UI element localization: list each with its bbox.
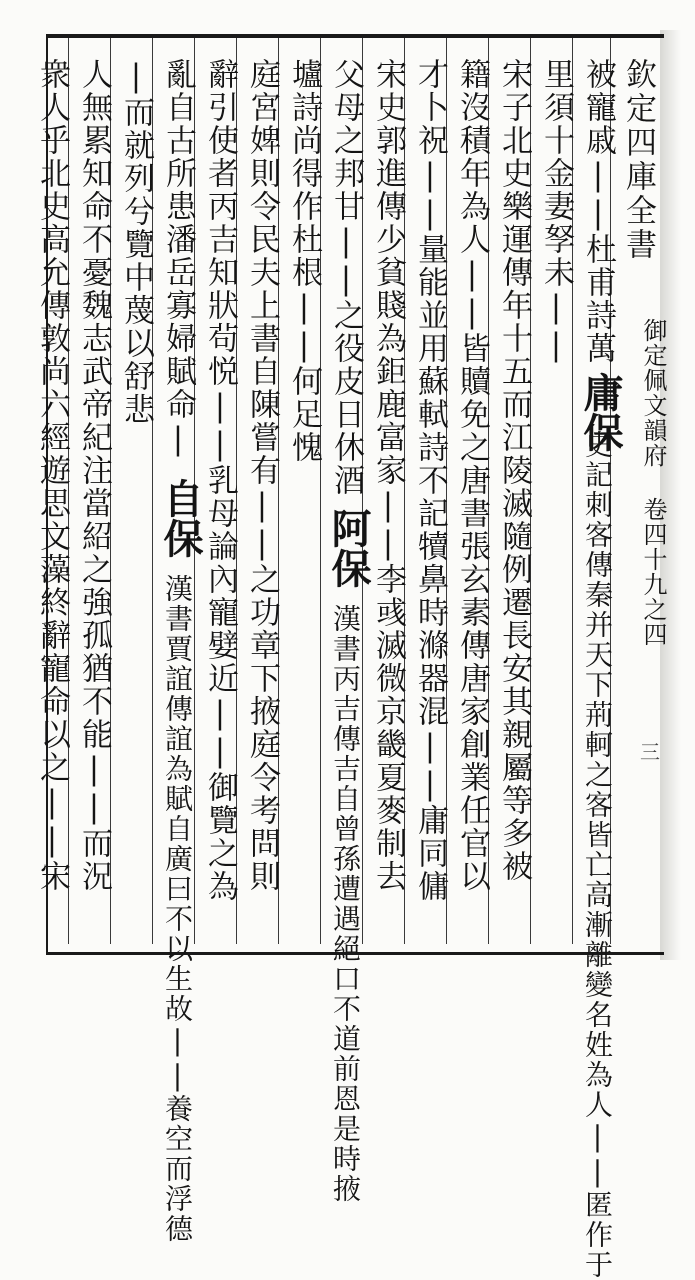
text-column-6: 宋史郭進傳少貧賤為鉅鹿富家||李彧滅微京畿夏麥制去 bbox=[370, 58, 406, 893]
headword-yongbao: 庸保 bbox=[577, 372, 624, 452]
text-column-3: 宋子北史樂運傳年十五而江陵滅隨例遷長安其親屬等多被 bbox=[496, 58, 532, 883]
text-column-1b: 史記刺客傳秦并天下荊軻之客皆亡高漸離變名姓為人||匿作于 bbox=[581, 430, 614, 1280]
text-column-13: 人無累知命不憂魏志武帝紀注當紹之強孤猶不能||而況 bbox=[76, 58, 112, 893]
text-column-2: 里須十金妻孥未|| bbox=[538, 58, 574, 365]
text-column-14: 衆人乎北史高允傳敦尚六經遊思文藻終辭寵命以之||宋 bbox=[34, 58, 70, 893]
folio-mark: 三 bbox=[640, 740, 660, 764]
text-column-7: 父母之邦甘||之役皮日休酒 bbox=[328, 58, 364, 497]
headword-zibao: 自保 bbox=[157, 478, 204, 558]
margin-book-title: 欽定四庫全書 bbox=[620, 58, 656, 262]
text-column-12: |而就列兮覽中蔑以舒悲 bbox=[118, 58, 154, 426]
text-column-9: 庭宮婢則令民夫上書自陳嘗有||之功章下掖庭令考問則 bbox=[244, 58, 280, 893]
text-column-11: 亂自古所患潘岳寡婦賦命| bbox=[160, 58, 196, 459]
text-column-11b: 漢書賈誼傳誼為賦自廣曰不以生故||養空而浮德 bbox=[161, 574, 194, 1244]
text-column-1: 被寵戚||杜甫詩萬 bbox=[580, 58, 616, 365]
text-column-10: 辭引使者丙吉知狀茍悦||乳母論內寵嬖近||御覽之為 bbox=[202, 58, 238, 903]
text-column-5: 才卜祝||量能並用蘇軾詩不記犢鼻時滌器混||庸同傭 bbox=[412, 58, 448, 903]
headword-abao: 阿保 bbox=[325, 508, 372, 588]
text-column-7b: 漢書丙吉傳吉自曾孫遭遇絕口不道前恩是時掖 bbox=[329, 604, 362, 1204]
text-column-4: 籍沒積年為人||皆贖免之唐書張玄素傳唐家創業任官以 bbox=[454, 58, 490, 893]
text-column-8: 壚詩尚得作杜根||何足愧 bbox=[286, 58, 322, 464]
margin-volume-label: 御定佩文韻府 卷四十九之四 bbox=[639, 318, 667, 647]
